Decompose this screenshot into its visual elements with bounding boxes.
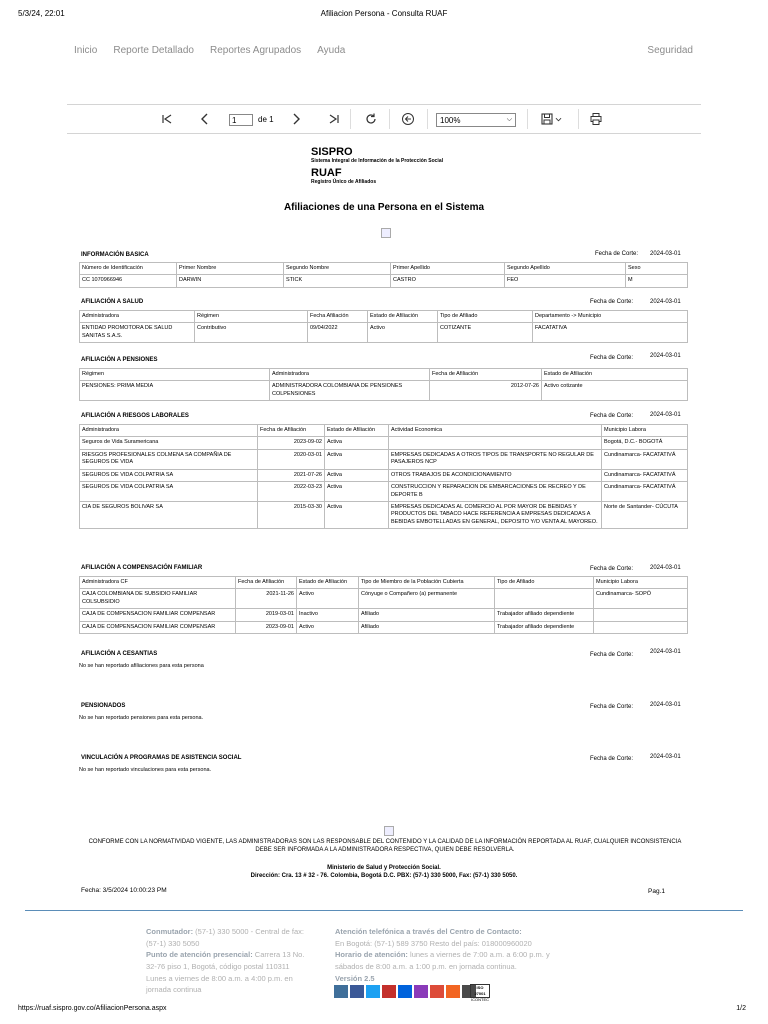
cell: RIESGOS PROFESIONALES COLMENA SA COMPAÑIA DE SEGUROS DE VIDA [80, 449, 258, 469]
table-row [80, 449, 688, 469]
cell: Afiliado [359, 609, 495, 621]
cell: CIA DE SEGUROS BOLIVAR SA [80, 501, 258, 528]
cell: COTIZANTE [438, 323, 533, 343]
section-title-riesgos: AFILIACIÓN A RIESGOS LABORALES [81, 413, 189, 419]
ruaf-logo: RUAF [311, 167, 342, 179]
refresh-button[interactable] [363, 111, 379, 127]
cell: Cónyuge o Compañero (a) permanente [359, 589, 495, 609]
cell [389, 437, 602, 449]
col-header: Administradora [80, 311, 195, 323]
table-row [80, 437, 688, 449]
last-page-button[interactable] [326, 111, 342, 127]
fecha-corte-value: 2024-03-01 [650, 251, 681, 257]
section-title-cesantias: AFILIACIÓN A CESANTIAS [81, 651, 158, 657]
cell: ADMINISTRADORA COLOMBIANA DE PENSIONES COLPENSIONES [270, 381, 430, 401]
cell: FACATATIVA [533, 323, 688, 343]
cell: ENTIDAD PROMOTORA DE SALUD SANITAS S.A.S. [80, 323, 195, 343]
cell: CAJA DE COMPENSACION FAMILIAR COMPENSAR [80, 609, 236, 621]
cell: Trabajador afiliado dependiente [495, 609, 594, 621]
col-header: Régimen [195, 311, 308, 323]
page-number-input[interactable] [229, 114, 253, 126]
printer-icon [589, 112, 603, 126]
cell: Bogotá, D.C.- BOGOTÁ [602, 437, 688, 449]
cell: Activa [325, 482, 389, 502]
col-header: Actividad Economica [389, 425, 602, 437]
table-header-row [80, 577, 688, 589]
cell: 2021-07-26 [258, 469, 325, 481]
report-page-number: Pag.1 [648, 888, 665, 895]
back-circle-icon [401, 112, 415, 126]
cell [594, 609, 688, 621]
horario-label: Horario de atención: [335, 950, 408, 960]
cell: Contributivo [195, 323, 308, 343]
col-header: Administradora [80, 425, 258, 437]
fecha-corte-value: 2024-03-01 [650, 299, 681, 305]
facebook-icon[interactable] [350, 985, 364, 998]
col-header: Fecha Afiliación [308, 311, 368, 323]
cell: Activo cotizante [542, 381, 688, 401]
cell: Afiliado [359, 621, 495, 633]
conmutador-value: (57-1) 330 5000 - Central de fax: (57-1) 330 5050 [146, 927, 304, 948]
table-compensacion [79, 576, 688, 634]
cell: 2015-03-30 [258, 501, 325, 528]
export-button[interactable] [537, 111, 565, 127]
punto-atencion-horario: Lunes a viernes de 8:00 a.m. a 4:00 p.m. en jornada continua [146, 973, 293, 995]
table-salud [79, 310, 688, 343]
table-header-row [80, 425, 688, 437]
cell: Cundinamarca- FACATATIVÁ [602, 482, 688, 502]
col-header: Municipio Labora [602, 425, 688, 437]
cell: Activo [297, 621, 359, 633]
previous-page-button[interactable] [197, 111, 213, 127]
nav-item-inicio[interactable]: Inicio [74, 45, 98, 56]
cell: 2020-03-01 [258, 449, 325, 469]
fecha-corte-label: Fecha de Corte: [590, 566, 634, 572]
iso-badge [470, 984, 490, 1002]
social-links [334, 985, 476, 998]
cell: Activa [325, 501, 389, 528]
disclaimer-text: CONFORME CON LA NORMATIVIDAD VIGENTE, LAS ADMINISTRADORAS SON LAS RESPONSABLE DEL CONTENIDO Y LA CALIDAD DE LA INFORMACIÓN REPORTADA AL RUAF, CUALQUIER INCONSISTENCIA DEBE SER INFORMADA A LA ADMINISTRADORA RESPECTIVA, QUIEN DEBE RESOLVERLA. [88, 839, 682, 854]
cell: DARWIN [177, 275, 284, 287]
nav-item-ayuda[interactable]: Ayuda [317, 45, 346, 56]
col-header: Fecha de Afiliación [258, 425, 325, 437]
ministry-address: Dirección: Cra. 13 # 32 - 76. Colombia, Bogotá D.C. PBX: (57-1) 330 5000, Fax: (57-1) 330 5050. [250, 873, 518, 880]
googleplus-icon[interactable] [430, 985, 444, 998]
top-nav [74, 45, 345, 56]
cell: 2022-03-23 [258, 482, 325, 502]
cell: Activa [325, 437, 389, 449]
report-date: Fecha: 3/5/2024 10:00:23 PM [81, 887, 167, 894]
table-riesgos [79, 424, 688, 529]
cell [594, 621, 688, 633]
first-page-button[interactable] [159, 111, 175, 127]
col-header: Segundo Nombre [284, 263, 391, 275]
print-page-title: Afiliacion Persona - Consulta RUAF [320, 9, 448, 18]
col-header: Estado de Afiliación [542, 369, 688, 381]
table-row [80, 589, 688, 609]
fecha-corte-label: Fecha de Corte: [590, 756, 634, 762]
chevron-right-icon [289, 112, 303, 126]
fecha-corte-value: 2024-03-01 [650, 565, 681, 571]
sispro-logo: SISPRO [311, 146, 353, 158]
col-header: Número de Identificación [80, 263, 177, 275]
col-header: Tipo de Afiliado [438, 311, 533, 323]
cell: OTROS TRABAJOS DE ACONDICIONAMIENTO [389, 469, 602, 481]
cell: 09/04/2022 [308, 323, 368, 343]
table-row [80, 381, 688, 401]
broken-image-icon [384, 826, 394, 836]
cell: Activa [325, 449, 389, 469]
col-header: Fecha de Afiliación [236, 577, 297, 589]
cell: Cundinamarca- FACATATIVÁ [602, 449, 688, 469]
footer-divider [25, 910, 743, 911]
next-page-button[interactable] [288, 111, 304, 127]
table-row [80, 323, 688, 343]
punto-atencion-value: Carrera 13 No. 32-76 piso 1, Bogotá, código postal 110311 [146, 950, 305, 971]
table-pensiones [79, 368, 688, 401]
ministry-info [0, 864, 768, 881]
col-header: Municipio Labora [594, 577, 688, 589]
atencion-label: Atención telefónica a través del Centro de Contacto: [335, 927, 522, 936]
table-row [80, 469, 688, 481]
fecha-corte-label: Fecha de Corte: [590, 413, 634, 419]
chevron-left-icon [198, 112, 212, 126]
col-header: Tipo de Afiliado [495, 577, 594, 589]
table-header-row [80, 263, 688, 275]
twitter-icon[interactable] [366, 985, 380, 998]
fecha-corte-label: Fecha de Corte: [590, 299, 634, 305]
fecha-corte-label: Fecha de Corte: [590, 355, 634, 361]
youtube-icon[interactable] [382, 985, 396, 998]
cell: CAJA DE COMPENSACION FAMILIAR COMPENSAR [80, 621, 236, 633]
chevron-down-icon: ⌵ [506, 116, 512, 123]
iso-label: ISO 27001 [474, 985, 486, 996]
table-row [80, 501, 688, 528]
col-header: Fecha de Afiliación [430, 369, 542, 381]
asistencia-empty-message: No se han reportado vinculaciones para esta persona. [79, 767, 212, 773]
section-title-salud: AFILIACIÓN A SALUD [81, 299, 144, 305]
back-button[interactable] [400, 111, 416, 127]
cell: M [626, 275, 688, 287]
pensionados-empty-message: No se han reportado pensiones para esta persona. [79, 715, 204, 721]
cell: Activo [368, 323, 438, 343]
table-row [80, 275, 688, 287]
zoom-select[interactable] [436, 113, 516, 127]
cell: Norte de Santander- CÚCUTA [602, 501, 688, 528]
table-row [80, 621, 688, 633]
cell: 2023-09-02 [258, 437, 325, 449]
section-title-pensionados: PENSIONADOS [81, 703, 126, 709]
horario-value: lunes a viernes de 7:00 a.m. a 6:00 p.m. y sábados de 8:00 a.m. a 1:00 p.m. en jornada continua. [335, 950, 550, 971]
table-row [80, 609, 688, 621]
cell: Seguros de Vida Suramericana [80, 437, 258, 449]
zoom-value: 100% [440, 115, 461, 125]
print-datetime: 5/3/24, 22:01 [18, 9, 65, 18]
col-header: Sexo [626, 263, 688, 275]
fecha-corte-label: Fecha de Corte: [590, 652, 634, 658]
atencion-value: En Bogotá: (57-1) 589 3750 Resto del país: 018000960020 [335, 938, 532, 948]
cell: EMPRESAS DEDICADAS A OTROS TIPOS DE TRANSPORTE NO REGULAR DE PASAJEROS NCP [389, 449, 602, 469]
page-count-label: de 1 [258, 115, 274, 124]
print-page-count: 1/2 [736, 1005, 746, 1012]
col-header: Estado de Afiliación [368, 311, 438, 323]
print-button[interactable] [588, 111, 604, 127]
fecha-corte-value: 2024-03-01 [650, 754, 681, 760]
col-header: Estado de Afiliación [325, 425, 389, 437]
cesantias-empty-message: No se han reportado afiliaciones para esta persona [79, 663, 204, 669]
save-icon [540, 112, 554, 126]
fecha-corte-value: 2024-03-01 [650, 353, 681, 359]
report-title: Afiliaciones de una Persona en el Sistema [283, 202, 485, 213]
broken-image-icon [381, 228, 391, 238]
section-title-asistencia: VINCULACIÓN A PROGRAMAS DE ASISTENCIA SOCIAL [81, 755, 242, 761]
section-title-pensiones: AFILIACIÓN A PENSIONES [81, 357, 158, 363]
col-header: Primer Nombre [177, 263, 284, 275]
instagram-icon[interactable] [414, 985, 428, 998]
first-page-icon [160, 112, 174, 126]
flickr-icon[interactable] [398, 985, 412, 998]
punto-atencion-label: Punto de atención presencial: [146, 950, 253, 960]
col-header: Departamento -> Municipio [533, 311, 688, 323]
conmutador-label: Conmutador: [146, 927, 194, 936]
col-header: Régimen [80, 369, 270, 381]
col-header: Administradora CF [80, 577, 236, 589]
cell: Inactivo [297, 609, 359, 621]
iso-sub: ICONTEC [471, 997, 489, 1002]
fecha-corte-value: 2024-03-01 [650, 702, 681, 708]
report-toolbar [67, 104, 701, 134]
cell: 2012-07-26 [430, 381, 542, 401]
footer-contact-right [335, 926, 575, 984]
cell: CASTRO [391, 275, 505, 287]
chevron-down-icon [554, 115, 563, 124]
table-row [80, 482, 688, 502]
cell: CAJA COLOMBIANA DE SUBSIDIO FAMILIAR COLSUBSIDIO [80, 589, 236, 609]
cell: Cundinamarca- FACATATIVÁ [602, 469, 688, 481]
cell: CC 1070966946 [80, 275, 177, 287]
cell: PENSIONES: PRIMA MEDIA [80, 381, 270, 401]
refresh-icon [364, 112, 378, 126]
cell: Activo [297, 589, 359, 609]
rss-icon[interactable] [446, 985, 460, 998]
nav-item-reporte-detallado[interactable]: Reporte Detallado [113, 45, 194, 56]
cell: CONSTRUCCION Y REPARACION DE EMBARCACIONES DE RECREO Y DE DEPORTE B [389, 482, 602, 502]
cell: Cundinamarca- SOPÓ [594, 589, 688, 609]
fecha-corte-label: Fecha de Corte: [595, 251, 639, 257]
cell: 2019-03-01 [236, 609, 297, 621]
cell: Trabajador afiliado dependiente [495, 621, 594, 633]
fecha-corte-value: 2024-03-01 [650, 649, 681, 655]
cell: STICK [284, 275, 391, 287]
table-basica [79, 262, 688, 288]
cell: Activa [325, 469, 389, 481]
table-header-row [80, 311, 688, 323]
cell: EMPRESAS DEDICADAS AL COMERCIO AL POR MAYOR DE BEBIDAS Y PRODUCTOS DEL TABACO HACE REFERENCIA A EMPRESAS DEDICADAS A BEBIDAS EMBOTELLADAS EN GENERAL, DEPOSITO Y/O VENTA AL MAYOREO. [389, 501, 602, 528]
cell: FEO [505, 275, 626, 287]
section-title-basica: INFORMACIÓN BASICA [81, 252, 149, 258]
fecha-corte-label: Fecha de Corte: [590, 704, 634, 710]
col-header: Administradora [270, 369, 430, 381]
ruaf-subtitle: Registro Único de Afiliados [311, 179, 377, 185]
col-header: Segundo Apellido [505, 263, 626, 275]
print-url: https://ruaf.sispro.gov.co/AfiliacionPersona.aspx [18, 1005, 167, 1012]
cell [495, 589, 594, 609]
cell: 2021-11-26 [236, 589, 297, 609]
cell: SEGUROS DE VIDA COLPATRIA SA [80, 469, 258, 481]
table-header-row [80, 369, 688, 381]
nav-item-reportes-agrupados[interactable]: Reportes Agrupados [209, 45, 302, 56]
version-label: Versión 2.5 [335, 973, 375, 983]
print-icon[interactable] [334, 985, 348, 998]
sispro-subtitle: Sistema Integral de Información de la Protección Social [311, 158, 443, 164]
cell: SEGUROS DE VIDA COLPATRIA SA [80, 482, 258, 502]
section-title-compensacion: AFILIACIÓN A COMPENSACIÓN FAMILIAR [81, 565, 203, 571]
last-page-icon [327, 112, 341, 126]
ministry-name: Ministerio de Salud y Protección Social. [327, 865, 441, 871]
col-header: Estado de Afiliación [297, 577, 359, 589]
cell: 2023-09-01 [236, 621, 297, 633]
col-header: Tipo de Miembro de la Población Cubierta [359, 577, 495, 589]
nav-item-seguridad[interactable]: Seguridad [647, 45, 693, 56]
fecha-corte-value: 2024-03-01 [650, 412, 681, 418]
footer-contact-left [146, 926, 316, 996]
col-header: Primer Apellido [391, 263, 505, 275]
